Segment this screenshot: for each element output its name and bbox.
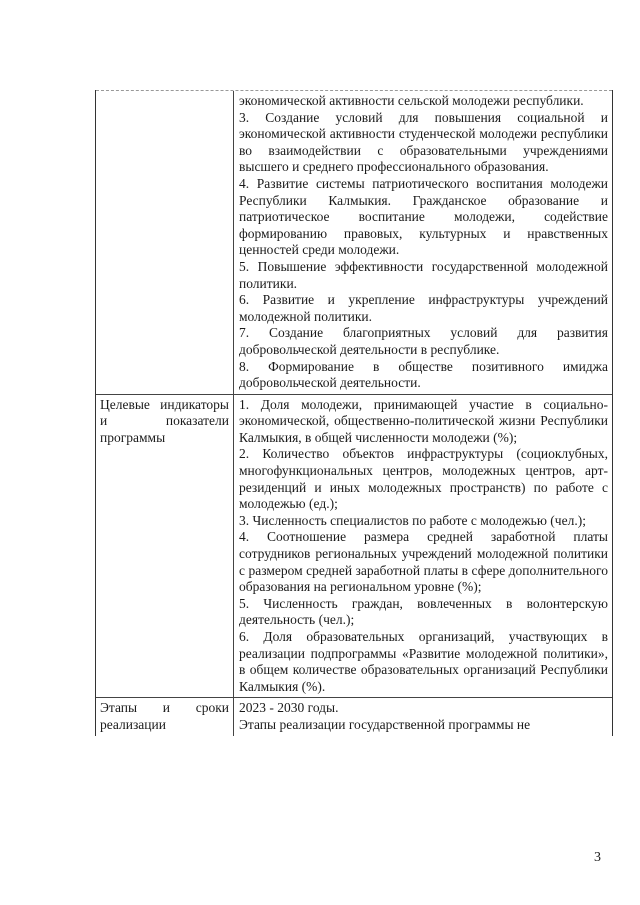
table-row-goals <box>96 90 612 394</box>
table-row-indicators <box>96 394 612 698</box>
goal-item: 6. Развитие и укрепление инфраструктуры учреждений молодежной политики. <box>239 292 608 324</box>
goal-item: 7. Создание благоприятных условий для развития добровольческой деятельности в республике. <box>239 325 608 357</box>
goal-item: 8. Формирование в обществе позитивного имиджа добровольческой деятельности. <box>239 358 608 391</box>
row-content <box>234 395 612 698</box>
row-content <box>234 91 612 394</box>
table-row-stages <box>96 697 612 735</box>
stage-item: Этапы реализации государственной программы не <box>239 716 531 732</box>
row-label <box>96 91 234 394</box>
indicator-item: 4. Соотношение размера средней заработной платы сотрудников региональных учреждений молодежной политики с размером средней заработной платы в сфере дополнительного образования на региональном уровне (%); <box>239 529 608 595</box>
row-content <box>234 698 612 735</box>
goal-item: 5. Повышение эффективности государственной молодежной политики. <box>239 258 608 291</box>
indicator-item: 3. Численность специалистов по работе с молодежью (чел.); <box>239 512 586 528</box>
program-passport-table <box>95 90 613 736</box>
row-label: Целевые индикаторы и показатели программы <box>96 395 234 698</box>
page-number: 3 <box>594 850 601 865</box>
goal-item: экономической активности сельской молодежи республики. <box>239 93 584 108</box>
goal-item: 3. Создание условий для повышения социальной и экономической активности студенческой молодежи республики во взаимодействии с образовательными учреждениями высшего и среднего профессионального образования. <box>239 109 608 175</box>
indicator-item: 2. Количество объектов инфраструктуры (социоклубных, многофункциональных центров, молодежных центров, арт-резиденций и иных молодежных пространств) по работе с молодежью (ед.); <box>239 446 608 512</box>
stage-item: 2023 - 2030 годы. <box>239 700 339 716</box>
row-label: Этапы и сроки реализации <box>96 698 234 735</box>
goal-item: 4. Развитие системы патриотического воспитания молодежи Республики Калмыкия. Гражданское образование и патриотическое воспитание молодежи, содействие формированию правовых, культурных и нравственных ценностей среди молодежи. <box>239 175 608 258</box>
indicator-item: 1. Доля молодежи, принимающей участие в социально-экономической, общественно-политической жизни Республики Калмыкия, в общей численности молодежи (%); <box>239 396 608 445</box>
indicator-item: 6. Доля образовательных организаций, участвующих в реализации подпрограммы «Развитие молодежной политики», в общем количестве образовательных организаций Республики Калмыкия (%). <box>239 629 608 694</box>
indicator-item: 5. Численность граждан, вовлеченных в волонтерскую деятельность (чел.); <box>239 595 608 628</box>
